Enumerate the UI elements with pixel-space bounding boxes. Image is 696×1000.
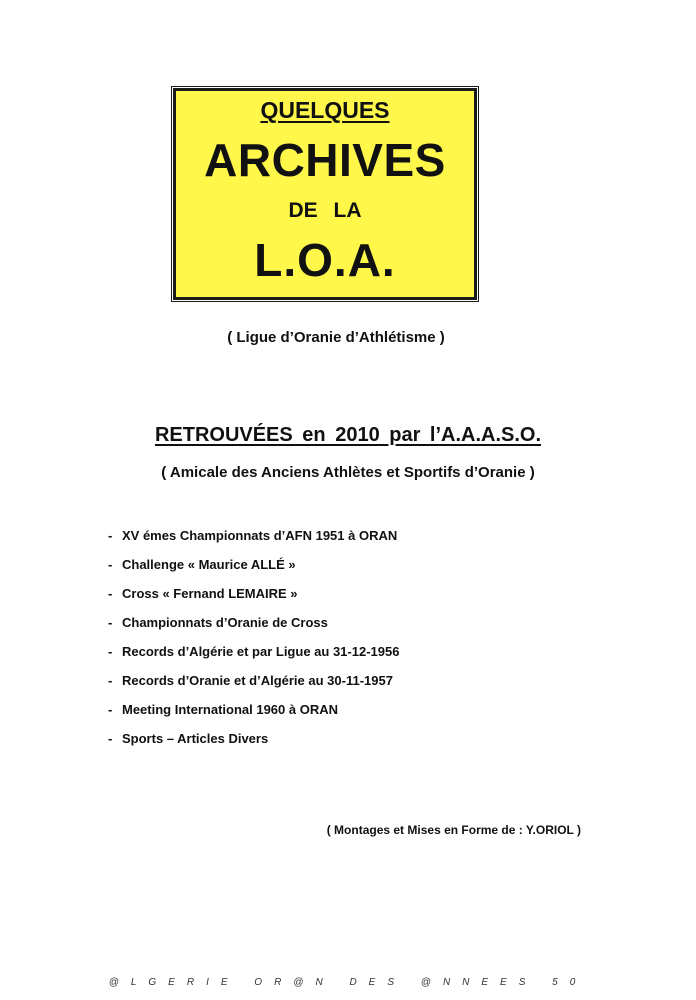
title-line-loa: L.O.A. [254, 234, 396, 286]
list-dash: - [108, 702, 113, 717]
topic-text: Records d’Algérie et par Ligue au 31-12-1956 [122, 644, 400, 659]
list-dash: - [108, 731, 113, 746]
title-box [173, 88, 477, 300]
page-heading: RETROUVÉES en 2010 par l’A.A.A.S.O. [154, 424, 542, 446]
loa-full-name: ( Ligue d’Oranie d’Athlétisme ) [227, 329, 445, 346]
list-item [108, 643, 399, 672]
page-footer: @LGERIE OR@N DES @NNEES 50 [108, 977, 588, 988]
credit-line: ( Montages et Mises en Forme de : Y.ORIOL ) [326, 823, 581, 837]
list-item [108, 730, 399, 759]
aaaso-full-name: ( Amicale des Anciens Athlètes et Sportifs d’Oranie ) [161, 464, 535, 481]
topic-text: Championnats d’Oranie de Cross [122, 615, 328, 630]
title-line-archives: ARCHIVES [204, 134, 446, 186]
topic-text: Meeting International 1960 à ORAN [122, 702, 338, 717]
list-dash: - [108, 615, 113, 630]
list-item [108, 614, 399, 643]
topic-list [108, 527, 399, 759]
list-item [108, 672, 399, 701]
list-item [108, 585, 399, 614]
list-dash: - [108, 586, 113, 601]
topic-text: Cross « Fernand LEMAIRE » [122, 586, 298, 601]
list-dash: - [108, 528, 113, 543]
list-dash: - [108, 557, 113, 572]
title-line-de-la: DE LA [288, 199, 362, 222]
list-dash: - [108, 673, 113, 688]
list-item [108, 556, 399, 585]
title-line-quelques: QUELQUES [260, 97, 390, 123]
topic-text: Challenge « Maurice ALLÉ » [122, 557, 296, 572]
topic-text: Sports – Articles Divers [122, 731, 269, 746]
list-item [108, 701, 399, 730]
list-dash: - [108, 644, 113, 659]
topic-text: Records d’Oranie et d’Algérie au 30-11-1957 [122, 673, 393, 688]
list-item [108, 527, 399, 556]
topic-text: XV émes Championnats d’AFN 1951 à ORAN [122, 528, 398, 543]
